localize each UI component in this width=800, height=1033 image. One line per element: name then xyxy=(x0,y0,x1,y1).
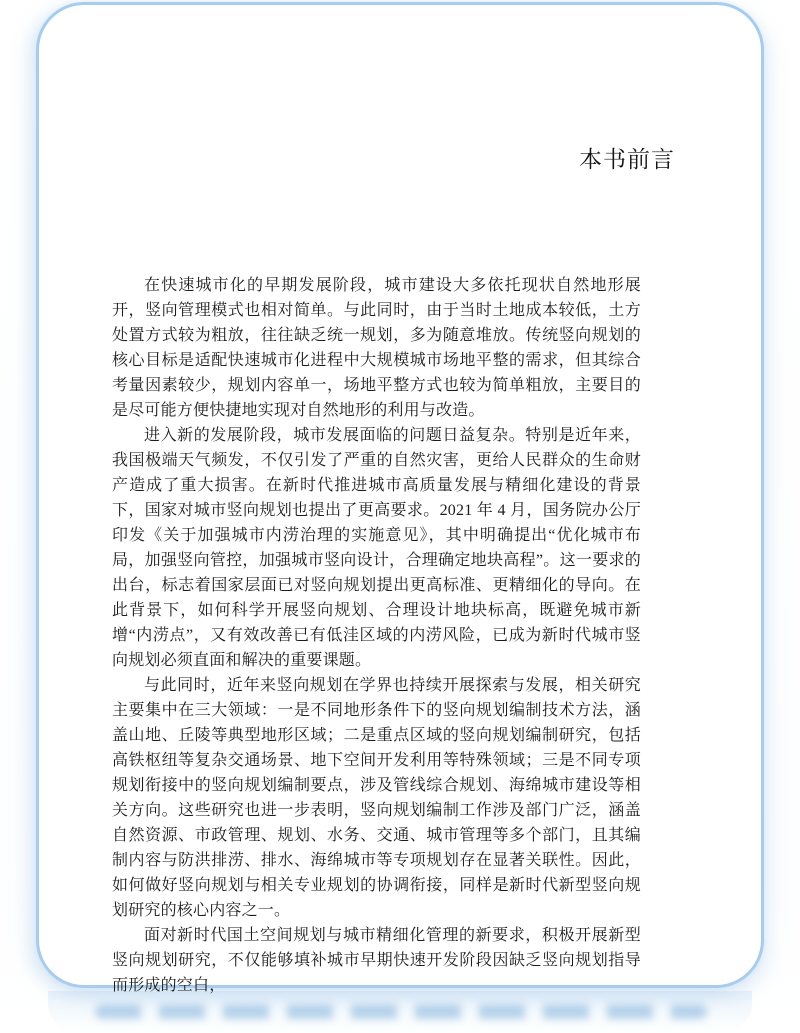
preface-paragraph-1: 在快速城市化的早期发展阶段，城市建设大多依托现状自然地形展开，竖向管理模式也相对简单。与此同时，由于当时土地成本较低，土方处置方式较为粗放，往往缺乏统一规划，多为随意堆放。传统竖向规划的核心目标是适配快速城市化进程中大规模城市场地平整的需求，但其综合考量因素较少，规划内容单一，场地平整方式也较为简单粗放，主要目的是尽可能方便快捷地实现对自然地形的利用与改造。 xyxy=(112,277,641,419)
preface-card xyxy=(36,2,764,994)
next-page-blur xyxy=(95,1004,707,1019)
preface-paragraph-3: 与此同时，近年来竖向规划在学界也持续开展探索与发展，相关研究主要集中在三大领域：一是不同地形条件下的竖向规划编制技术方法，涵盖山地、丘陵等典型地形区域；二是重点区域的竖向规划编制研究，包括高铁枢纽等复杂交通场景、地下空间开发利用等特殊领域；三是不同专项规划衔接中的竖向规划编制要点，涉及管线综合规划、海绵城市建设等相关方向。这些研究也进一步表明，竖向规划编制工作涉及部门广泛，涵盖自然资源、市政管理、规划、水务、交通、城市管理等多个部门，且其编制内容与防洪排涝、排水、海绵城市等专项规划存在显著关联性。因此，如何做好竖向规划与相关专业规划的协调衔接，同样是新时代新型竖向规划研究的核心内容之一。 xyxy=(112,677,641,919)
preface-body xyxy=(112,273,641,998)
page-title: 本书前言 xyxy=(579,146,675,172)
preface-paragraph-2: 进入新的发展阶段，城市发展面临的问题日益复杂。特别是近年来，我国极端天气频发，不仅引发了严重的自然灾害，更给人民群众的生命财产造成了重大损害。在新时代推进城市高质量发展与精细化建设的背景下，国家对城市竖向规划也提出了更高要求。2021 年 4 月，国务院办公厅印发《关于加强城市内涝治理的实施意见》，其中明确提出“优化城市布局，加强竖向管控，加强城市竖向设计，合理确定地块高程”。这一要求的出台，标志着国家层面已对竖向规划提出更高标准、更精细化的导向。在此背景下，如何科学开展竖向规划、合理设计地块标高，既避免城市新增“内涝点”，又有效改善已有低洼区域的内涝风险，已成为新时代城市竖向规划必须直面和解决的重要课题。 xyxy=(112,427,641,669)
preface-paragraph-4: 面对新时代国土空间规划与城市精细化管理的新要求，积极开展新型竖向规划研究，不仅能够填补城市早期快速开发阶段因缺乏竖向规划指导而形成的空白， xyxy=(112,927,641,994)
